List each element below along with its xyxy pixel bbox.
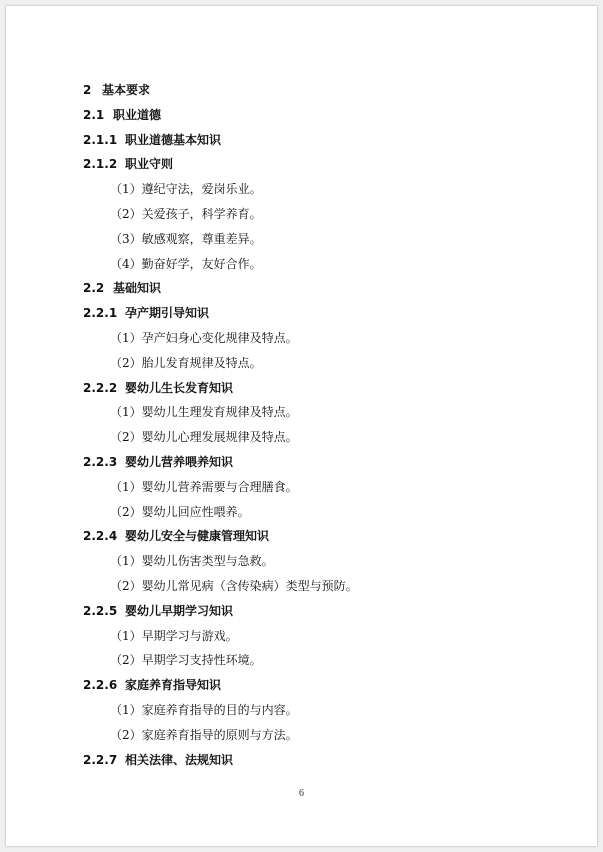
list-item: （3）敏感观察，尊重差异。	[110, 231, 262, 246]
list-item: （1）遵纪守法，爱岗乐业。	[110, 182, 262, 197]
section-heading	[83, 81, 150, 98]
section-title: 职业道德	[113, 107, 162, 122]
list-item: （2）婴幼儿常见病（含传染病）类型与预防。	[110, 579, 358, 593]
section-title: 职业道德基本知识	[125, 132, 222, 147]
section-heading	[83, 106, 161, 123]
section-heading	[83, 527, 269, 544]
list-item: （2）婴幼儿心理发展规律及特点。	[110, 430, 298, 445]
list-item: （2）胎儿发育规律及特点。	[110, 355, 262, 370]
section-number: 2.2.7	[83, 752, 118, 767]
list-item: （1）家庭养育指导的目的与内容。	[110, 703, 298, 717]
list-item: （1）婴幼儿伤害类型与急救。	[110, 554, 274, 569]
section-heading	[83, 131, 221, 148]
list-item: （1）孕产妇身心变化规律及特点。	[110, 331, 298, 345]
section-number: 2.2	[83, 281, 105, 296]
section-heading	[83, 676, 221, 693]
section-title: 婴幼儿安全与健康管理知识	[125, 529, 270, 544]
section-heading	[83, 155, 173, 172]
section-number: 2.2.2	[83, 380, 118, 395]
list-item: （1）早期学习与游戏。	[110, 628, 238, 643]
list-item: （1）婴幼儿生理发育规律及特点。	[110, 405, 298, 420]
list-item: （1）婴幼儿营养需要与合理膳食。	[110, 479, 298, 494]
section-title: 婴幼儿生长发育知识	[125, 380, 234, 395]
section-number: 2.1.2	[83, 157, 118, 172]
page-number: 6	[299, 788, 304, 799]
section-number: 2.1.1	[83, 132, 118, 147]
section-number: 2.2.6	[83, 678, 118, 693]
section-number: 2.2.3	[83, 455, 118, 469]
section-title: 职业守则	[125, 157, 174, 172]
section-title: 家庭养育指导知识	[125, 678, 222, 693]
section-number: 2.2.5	[83, 603, 118, 618]
section-number: 2.1	[83, 107, 105, 122]
list-item: （4）勤奋好学，友好合作。	[110, 256, 262, 271]
list-item: （2）早期学习支持性环境。	[110, 653, 262, 668]
section-heading	[83, 279, 161, 296]
section-heading	[83, 453, 233, 470]
section-title: 相关法律、法规知识	[125, 752, 234, 767]
document-page	[6, 6, 597, 846]
section-heading	[83, 304, 209, 321]
section-number: 2.2.4	[83, 529, 118, 544]
section-heading	[83, 751, 233, 768]
section-title: 孕产期引导知识	[125, 306, 210, 321]
section-title: 婴幼儿营养喂养知识	[125, 455, 234, 469]
list-item: （2）关爱孩子，科学养育。	[110, 207, 262, 221]
section-number: 2.2.1	[83, 306, 118, 321]
section-title: 婴幼儿早期学习知识	[125, 603, 234, 618]
section-heading	[83, 602, 233, 619]
list-item: （2）婴幼儿回应性喂养。	[110, 504, 250, 519]
list-item: （2）家庭养育指导的原则与方法。	[110, 727, 298, 742]
section-number: 2	[83, 83, 92, 97]
section-title: 基础知识	[113, 281, 162, 296]
section-title: 基本要求	[102, 83, 151, 97]
section-heading	[83, 379, 233, 396]
